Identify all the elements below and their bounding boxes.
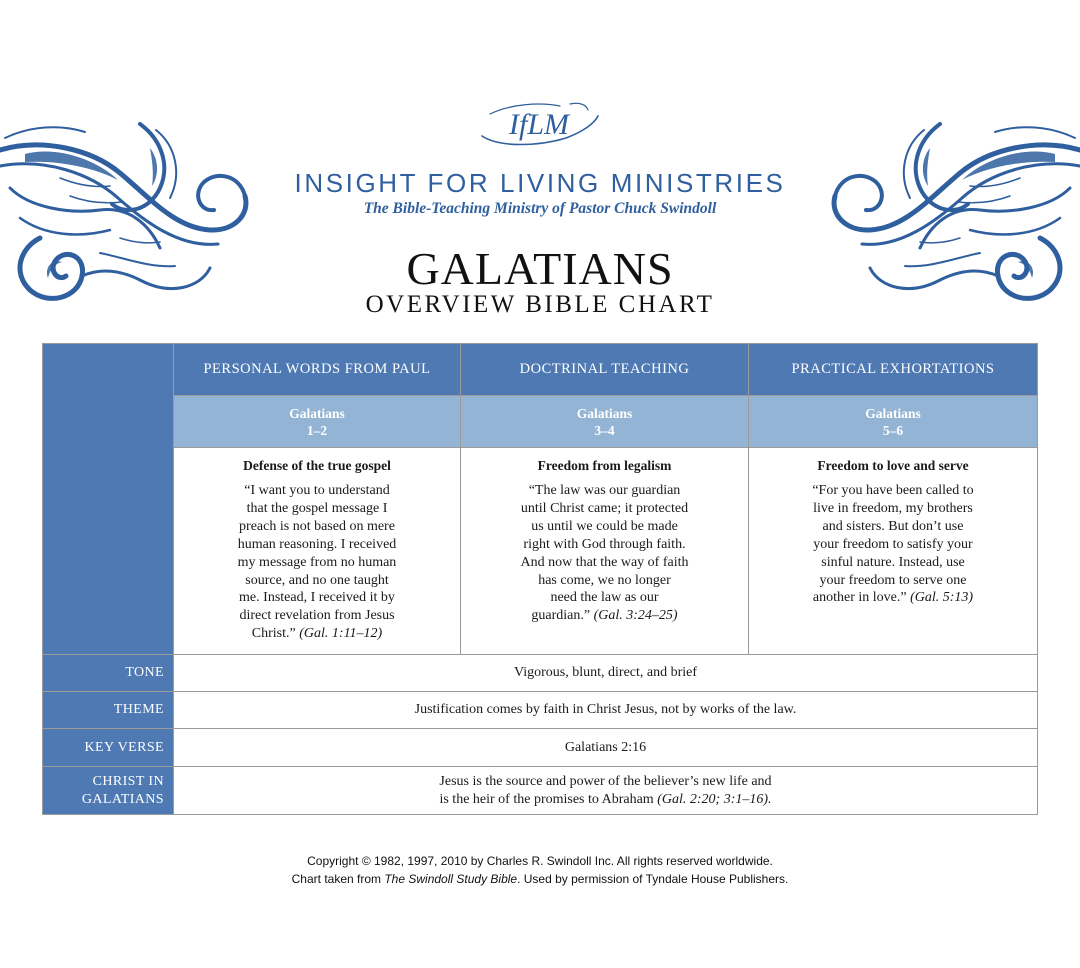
- logo-monogram-text: IfLM: [509, 108, 569, 141]
- section-body-cell: [174, 448, 461, 655]
- quote-line-last: [461, 607, 748, 625]
- chapter-range: 5–6: [882, 422, 904, 438]
- quote-line: your freedom to serve one: [819, 572, 967, 588]
- org-name: INSIGHT FOR LIVING MINISTRIES: [294, 168, 786, 198]
- column-heading-row: [43, 344, 1038, 396]
- row-label: THEME: [43, 692, 174, 729]
- quote-line: until Christ came; it protected: [520, 500, 689, 516]
- quote-line: “For you have been called to: [812, 483, 974, 498]
- tone-value: Vigorous, blunt, direct, and brief: [174, 655, 1038, 692]
- section-theme: Freedom from legalism: [537, 458, 672, 473]
- quote-line: “I want you to understand: [244, 483, 390, 498]
- quote-line: preach is not based on mere: [239, 518, 395, 534]
- christ-value: [174, 767, 1038, 815]
- column-heading: PERSONAL WORDS FROM PAUL: [174, 344, 461, 396]
- row-label-line: CHRIST IN: [92, 773, 164, 789]
- section-quote: [174, 482, 460, 643]
- section-theme: Defense of the true gospel: [243, 458, 391, 473]
- quote-line: source, and no one taught: [245, 572, 389, 588]
- quote-line: “The law was our guardian: [528, 483, 681, 498]
- quote-line: live in freedom, my brothers: [813, 500, 973, 516]
- permission-line: [0, 871, 1080, 889]
- row-label: TONE: [43, 655, 174, 692]
- quote-line: and sisters. But don’t use: [822, 518, 964, 534]
- org-tagline: The Bible-Teaching Ministry of Pastor Chuck Swindoll: [363, 200, 717, 217]
- source-book-title: The Swindoll Study Bible: [384, 871, 518, 886]
- overview-chart-table: [42, 343, 1038, 815]
- iflm-logo: [470, 96, 608, 154]
- chapter-range: 1–2: [306, 422, 328, 438]
- christ-value-line: is the heir of the promises to Abraham: [439, 791, 654, 807]
- quote-line: Christ.”: [251, 626, 296, 642]
- permission-prefix: Chart taken from: [291, 871, 385, 886]
- tone-row: [43, 655, 1038, 692]
- section-body-row: [43, 448, 1038, 655]
- key-verse-value: Galatians 2:16: [174, 729, 1038, 767]
- christ-value-line: Jesus is the source and power of the believer’s new life and: [439, 773, 772, 789]
- quote-line: me. Instead, I received it by: [239, 590, 395, 606]
- theme-row: [43, 692, 1038, 729]
- page-title: GALATIANS: [406, 243, 674, 294]
- scripture-reference: (Gal. 1:11–12): [299, 626, 383, 642]
- row-label-line: GALATIANS: [81, 791, 164, 807]
- scripture-reference: (Gal. 2:20; 3:1–16).: [657, 791, 772, 807]
- quote-line: us until we could be made: [531, 518, 678, 534]
- scripture-reference: (Gal. 3:24–25): [593, 608, 678, 624]
- quote-line: your freedom to satisfy your: [813, 536, 973, 552]
- section-body-cell: [461, 448, 749, 655]
- chapter-range: 3–4: [594, 422, 615, 438]
- row-label: KEY VERSE: [43, 729, 174, 767]
- quote-line: another in love.”: [812, 590, 907, 606]
- quote-line-last: [749, 589, 1037, 607]
- section-quote: [749, 482, 1037, 607]
- quote-line: my message from no human: [237, 554, 397, 570]
- chapter-range-row: [43, 396, 1038, 448]
- quote-line: has come, we no longer: [538, 572, 671, 588]
- section-theme: Freedom to love and serve: [817, 458, 969, 473]
- theme-value: Justification comes by faith in Christ Jesus, not by works of the law.: [174, 692, 1038, 729]
- chapter-range-cell: [174, 396, 461, 448]
- quote-line: direct revelation from Jesus: [239, 608, 395, 624]
- christ-value-line-2: [174, 791, 1037, 809]
- column-heading: PRACTICAL EXHORTATIONS: [749, 344, 1038, 396]
- quote-line: right with God through faith.: [523, 536, 686, 552]
- chapter-range-cell: [749, 396, 1038, 448]
- quote-line: human reasoning. I received: [237, 536, 397, 552]
- scripture-reference: (Gal. 5:13): [910, 590, 974, 606]
- quote-line: need the law as our: [550, 590, 659, 606]
- christ-in-galatians-row: [43, 767, 1038, 815]
- quote-line: And now that the way of faith: [520, 554, 689, 570]
- quote-line: that the gospel message I: [246, 500, 388, 516]
- section-quote: [461, 482, 748, 625]
- permission-suffix: . Used by permission of Tyndale House Publishers.: [517, 871, 789, 886]
- book-name: Galatians: [289, 405, 345, 421]
- key-verse-row: [43, 729, 1038, 767]
- section-body-cell: [749, 448, 1038, 655]
- corner-cell: [43, 344, 174, 655]
- row-label: [43, 767, 174, 815]
- page-subtitle: OVERVIEW BIBLE CHART: [365, 291, 715, 318]
- quote-line-last: [174, 625, 460, 643]
- copyright-notice: [0, 853, 1080, 888]
- column-heading: DOCTRINAL TEACHING: [461, 344, 749, 396]
- book-name: Galatians: [865, 405, 921, 421]
- copyright-line: Copyright © 1982, 1997, 2010 by Charles R. Swindoll Inc. All rights reserved worldwide.: [307, 854, 773, 868]
- book-name: Galatians: [576, 405, 633, 421]
- chapter-range-cell: [461, 396, 749, 448]
- quote-line: sinful nature. Instead, use: [821, 554, 965, 570]
- quote-line: guardian.”: [531, 608, 591, 624]
